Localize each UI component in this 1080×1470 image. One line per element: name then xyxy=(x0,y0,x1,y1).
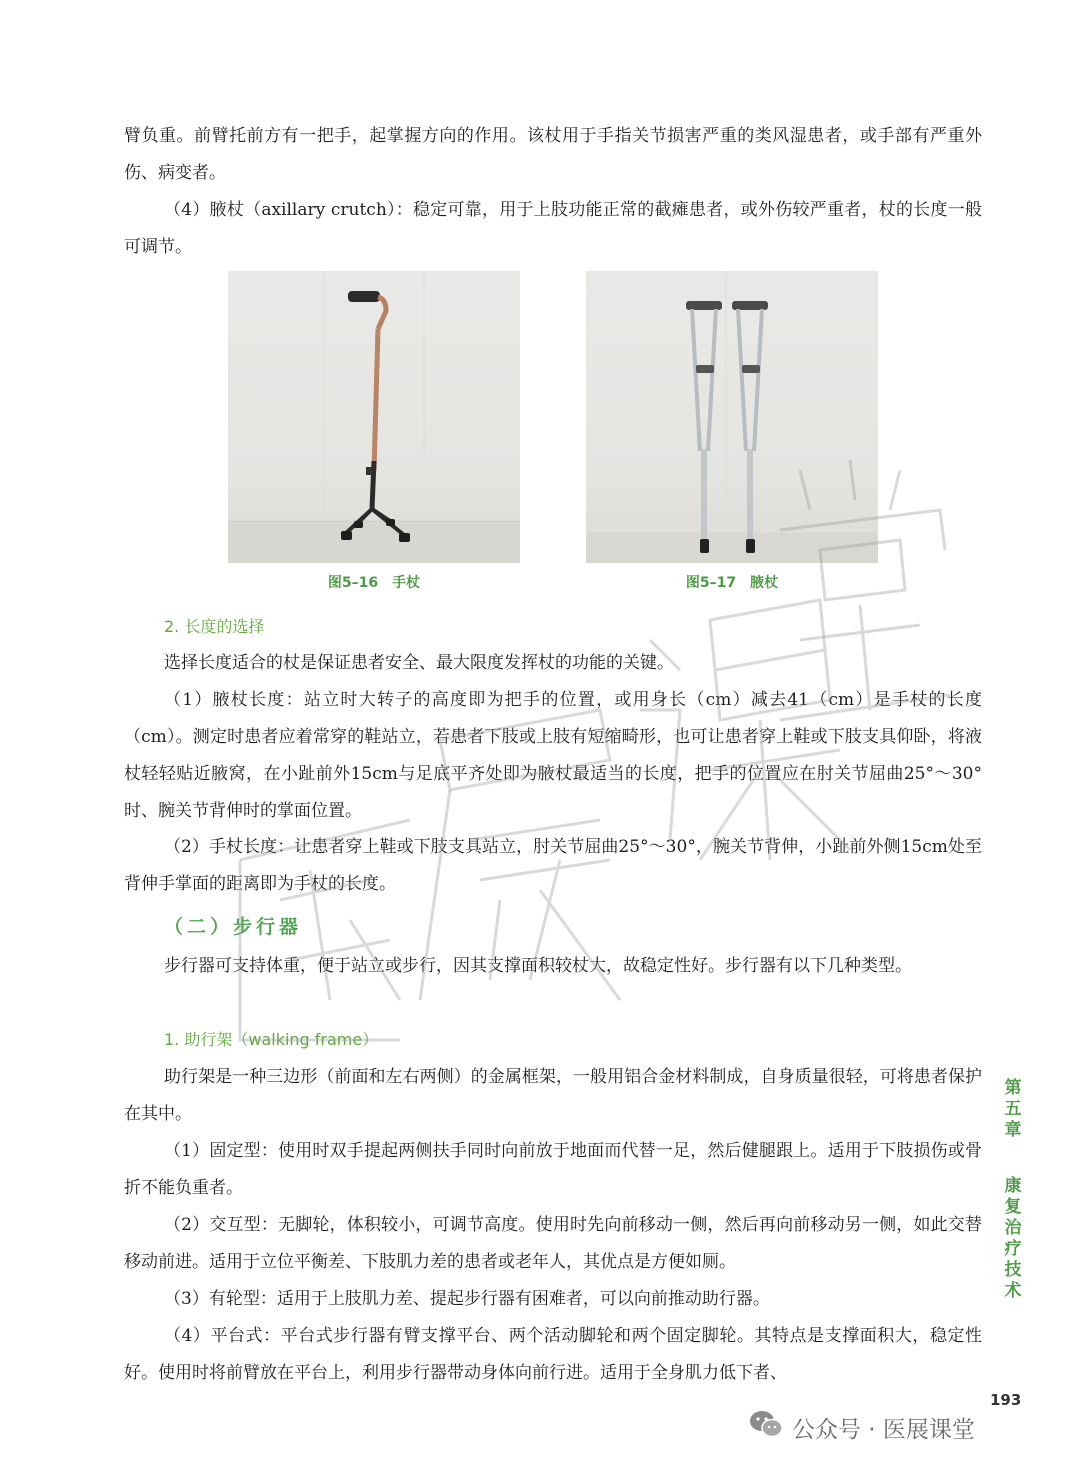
body-paragraph-platform-type: （4）平台式：平台式步行器有臂支撑平台、两个活动脚轮和两个固定脚轮。其特点是支撑面积大，稳定性好。使用时将前臂放在平台上，利用步行器带动身体向前行进。适用于全身肌力低下者、 xyxy=(124,1326,982,1383)
footer-brand xyxy=(748,1411,975,1443)
body-paragraph-wheeled-type: （3）有轮型：适用于上肢肌力差、提起步行器有困难者，可以向前推动助行器。 xyxy=(164,1289,770,1309)
body-paragraph-walker-intro: 步行器可支持体重，便于站立或步行，因其支撑面积较杖大，故稳定性好。步行器有以下几种类型。 xyxy=(164,956,912,976)
body-paragraph-length-intro: 选择长度适合的杖是保证患者安全、最大限度发挥杖的功能的关键。 xyxy=(164,653,674,673)
subheading-walking-frame: 1. 助行架（walking frame） xyxy=(164,1030,379,1049)
figure-caption-crutch: 图5–17 腋杖 xyxy=(685,575,779,591)
side-tab-chapter: 第五章 xyxy=(1004,1078,1022,1140)
body-paragraph-fixed-type: （1）固定型：使用时双手提起两侧扶手同时向前放于地面而代替一足，然后健腿跟上。适用于下肢损伤或骨折不能负重者。 xyxy=(124,1141,982,1198)
subheading-length-choice: 2. 长度的选择 xyxy=(164,617,265,636)
section-heading-walker: （二）步行器 xyxy=(164,916,303,938)
cane-photo xyxy=(228,271,520,563)
body-paragraph-continuation: 臂负重。前臂托前方有一把手，起掌握方向的作用。该杖用于手指关节损害严重的类风湿患者，或手部有严重外伤、病变者。 xyxy=(124,126,982,183)
side-tab-title: 康复治疗技术 xyxy=(1004,1176,1022,1301)
page-number: 193 xyxy=(990,1391,1022,1409)
footer-brand-text: 公众号 · 医展课堂 xyxy=(792,1416,975,1443)
body-paragraph-axillary-crutch: （4）腋杖（axillary crutch）：稳定可靠，用于上肢功能正常的截瘫患者，或外伤较严重者，杖的长度一般可调节。 xyxy=(124,200,982,257)
body-paragraph-crutch-length: （1）腋杖长度：站立时大转子的高度即为把手的位置，或用身长（cm）减去41（cm）是手杖的长度（cm）。测定时患者应着常穿的鞋站立，若患者下肢或上肢有短缩畸形，也可让患者穿上鞋或下肢支具仰卧，将液杖轻轻贴近腋窝，在小趾前外15cm与足底平齐处即为腋杖最适当的长度，把手的位置应在肘关节屈曲25°～30°时、腕关节背伸时的掌面位置。 xyxy=(124,690,982,821)
crutch-photo xyxy=(586,271,878,563)
body-paragraph-walking-frame: 助行架是一种三边形（前面和左右两侧）的金属框架，一般用铝合金材料制成，自身质量很轻，可将患者保护在其中。 xyxy=(124,1067,982,1124)
wechat-icon xyxy=(748,1409,784,1445)
body-paragraph-cane-length: （2）手杖长度：让患者穿上鞋或下肢支具站立，肘关节屈曲25°～30°，腕关节背伸，小趾前外侧15cm处至背伸手掌面的距离即为手杖的长度。 xyxy=(124,837,982,894)
body-paragraph-reciprocal-type: （2）交互型：无脚轮，体积较小，可调节高度。使用时先向前移动一侧，然后再向前移动另一侧，如此交替移动前进。适用于立位平衡差、下肢肌力差的患者或老年人，其优点是方便如厕。 xyxy=(124,1215,982,1272)
figure-caption-cane: 图5–16 手杖 xyxy=(327,575,421,591)
